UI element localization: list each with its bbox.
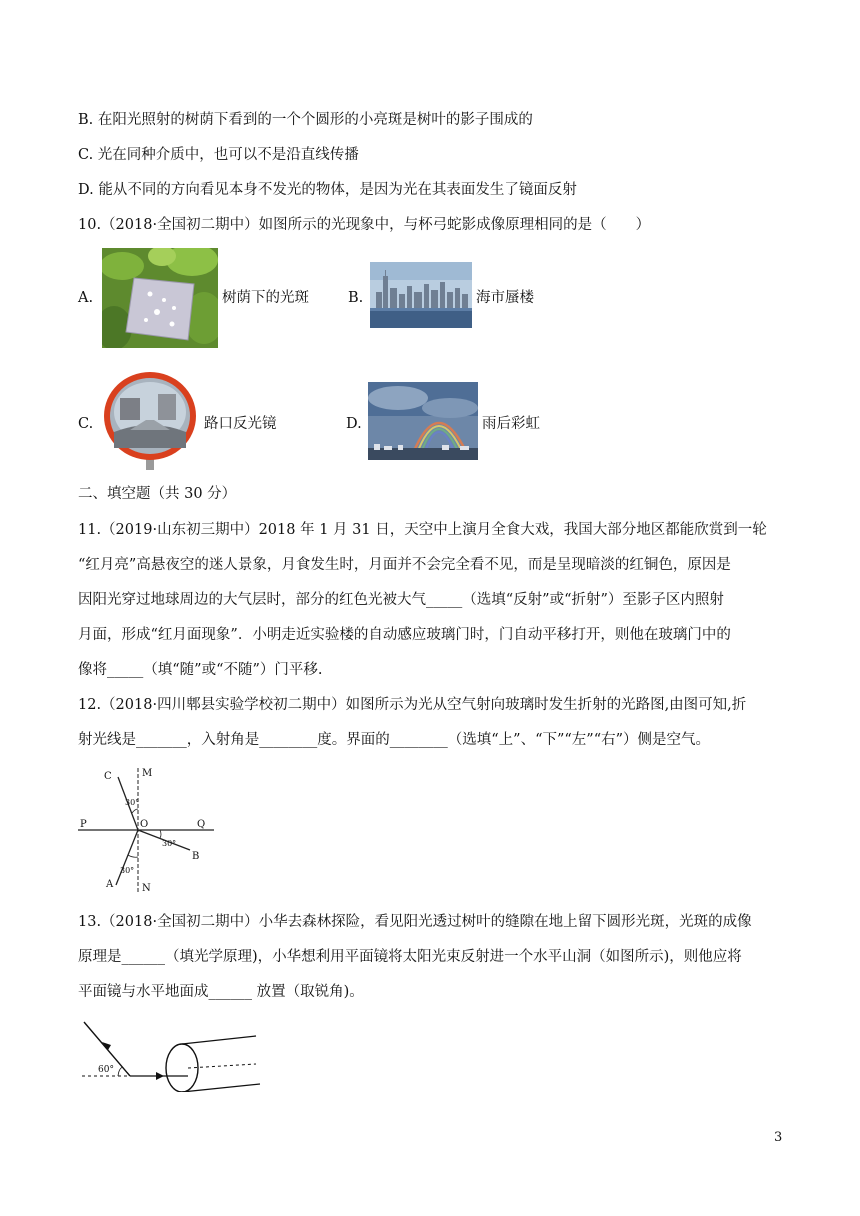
q10-option-c-letter: C. (78, 416, 94, 432)
q9-option-b: B. 在阳光照射的树荫下看到的一个个圆形的小亮斑是树叶的影子围成的 (78, 112, 533, 128)
rainbow-photo (368, 382, 478, 460)
q12-line: 射光线是_______，入射角是________度。界面的________（选填“上”、“下”“左”“右”）侧是空气。 (78, 732, 711, 748)
cave-mirror-diagram (78, 1016, 262, 1092)
q13-line: 平面镜与水平地面成______ 放置（取锐角)。 (78, 984, 364, 1000)
angle-label: 30° (162, 839, 177, 848)
label-a: A (106, 879, 114, 890)
q10-option-c-caption: 路口反光镜 (204, 416, 277, 432)
page-number: 3 (774, 1130, 783, 1145)
q11-line: 因阳光穿过地球周边的大气层时，部分的红色光被大气_____（选填“反射”或“折射”）至影子区内照射 (78, 592, 724, 608)
tree-shade-light-spots-photo (102, 248, 218, 348)
label-p: P (80, 819, 87, 830)
q9-option-c: C. 光在同种介质中，也可以不是沿直线传播 (78, 147, 359, 163)
q11-line: 11.（2019·山东初三期中）2018 年 1 月 31 日，天空中上演月全食大戏，我国大部分地区都能欣赏到一轮 (78, 522, 767, 538)
label-c: C (104, 771, 112, 782)
mirage-skyline-photo (370, 262, 472, 328)
q11-line: “红月亮”高悬夜空的迷人景象，月食发生时，月面并不会完全看不见，而是呈现暗淡的红铜色，原因是 (78, 557, 731, 573)
angle-label: 30° (120, 866, 135, 875)
label-m: M (142, 768, 153, 779)
q10-option-b-letter: B. (348, 290, 364, 306)
q10-option-d-letter: D. (346, 416, 362, 432)
q13-line: 原理是______（填光学原理)，小华想利用平面镜将太阳光束反射进一个水平山洞（如图所示)，则他应将 (78, 949, 742, 965)
angle-label: 30° (125, 798, 140, 807)
q9-option-d: D. 能从不同的方向看见本身不发光的物体，是因为光在其表面发生了镜面反射 (78, 182, 577, 198)
q10-stem: 10.（2018·全国初二期中）如图所示的光现象中，与杯弓蛇影成像原理相同的是（ ） (78, 217, 651, 233)
label-b: B (192, 851, 200, 862)
label-q: Q (197, 819, 206, 830)
label-n: N (142, 883, 151, 894)
q11-line: 月面，形成“红月面现象”．小明走近实验楼的自动感应玻璃门时，门自动平移打开，则他在玻璃门中的 (78, 627, 731, 643)
label-o: O (140, 819, 149, 830)
q13-line: 13.（2018·全国初二期中）小华去森林探险，看见阳光透过树叶的缝隙在地上留下圆形光斑，光斑的成像 (78, 914, 752, 930)
q12-line: 12.（2018·四川郫县实验学校初二期中）如图所示为光从空气射向玻璃时发生折射的光路图,由图可知,折 (78, 697, 747, 713)
q10-option-a-letter: A. (78, 290, 94, 306)
cave-opening (166, 1044, 198, 1092)
refraction-diagram (76, 765, 216, 895)
section-title-fill-in: 二、填空题（共 30 分） (78, 486, 237, 502)
q11-line: 像将_____（填“随”或“不随”）门平移. (78, 662, 323, 678)
angle-label: 60° (98, 1065, 114, 1075)
convex-traffic-mirror-photo (100, 368, 200, 470)
q10-option-d-caption: 雨后彩虹 (482, 416, 540, 432)
q10-option-b-caption: 海市蜃楼 (476, 290, 534, 306)
q10-option-a-caption: 树荫下的光斑 (222, 290, 309, 306)
